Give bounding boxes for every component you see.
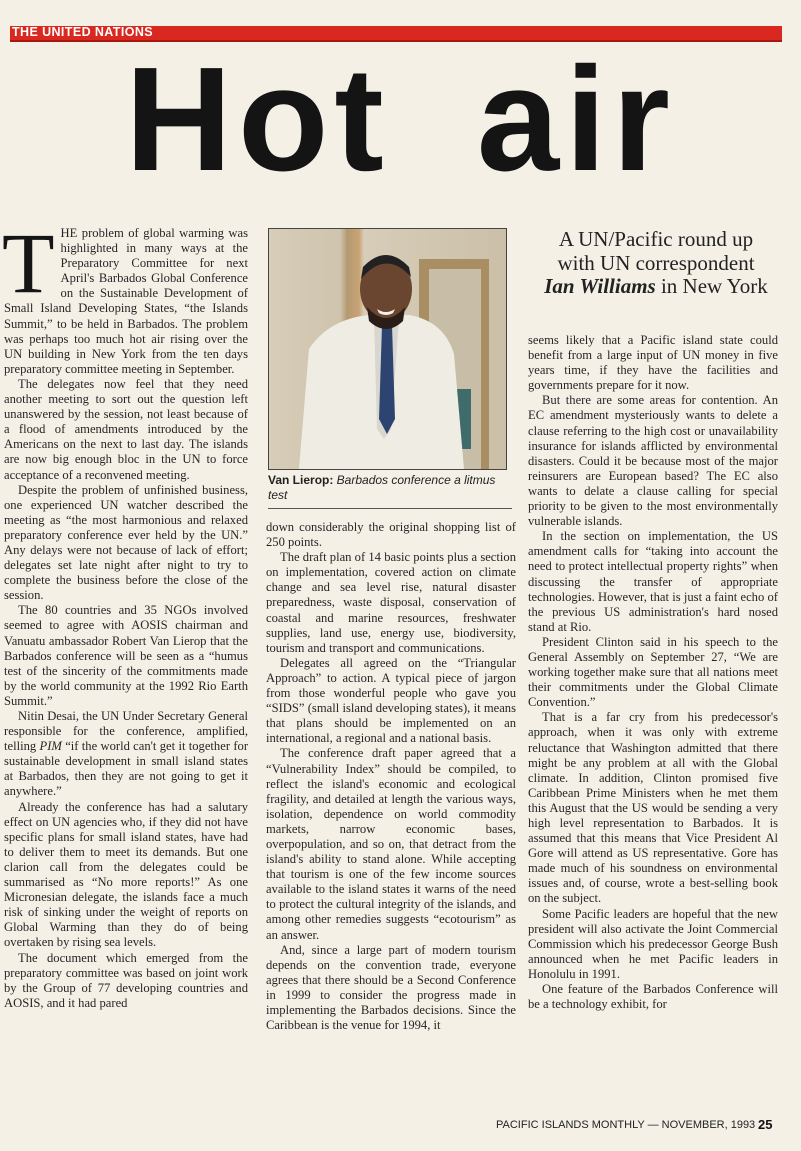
paragraph: Nitin Desai, the UN Under Secretary General responsible for the conference, amplified, telling PIM “if the world can't get it together for sustainable development in small island states at Barbados, then they are not going to get it anywhere.”	[4, 709, 249, 799]
paragraph-lead: THE problem of global warming was highlighted in many ways at the Preparatory Committee for next April's Barbados Global Conference on the Sustainable Development of Small Island Developing States, “the Islands Summit,” to be held in Barbados. The problem was perhaps too much hot air rising over the UN building in New York from the ten days preparatory committee meeting in September.	[2, 215, 248, 376]
paragraph: But there are some areas for contention. An EC amendment mysteriously wants to delete a clause referring to the high cost or unavailability insurance for islands afflicted by environmental disasters. Could it be because most of the major reinsurers are European based? The EC also wants to delate a clause calling for special priority to be given to the most environmentally vulnerable islands.	[528, 393, 778, 529]
paragraph: That is a far cry from his predecessor's approach, when it was only with extreme reluctance that Washington admitted that there might be any problem at all with the Global climate. In addition, Clinton promised five Caribbean Prime Ministers when he met them this August that the US would be sending a very high level representation to Barbados. It is assumed that this means that Vice President Al Gore will attend as US representative. Gore has made much of his soundness on environmental issues and, of course, wrote a best-selling book on the subject.	[528, 710, 778, 906]
paragraph: Despite the problem of unfinished business, one experienced UN watcher described the meeting as “the most harmonious and relaxed preparatory conference ever held by the UN.” Any delays were not because of lack of effort; delegates set late night after night to try to complete the business before the close of the session.	[4, 482, 248, 603]
paragraph: And, since a large part of modern tourism depends on the convention trade, everyone agrees that there should be a Second Conference in 1999 to consider the progress made in implementing the Barbados decisions. Since the Caribbean is the venue for 1994, it	[266, 942, 516, 1033]
photo-caption: Van Lierop: Barbados conference a litmus test	[268, 473, 512, 509]
paragraph: down considerably the original shopping list of 250 points.	[266, 520, 516, 550]
paragraph: seems likely that a Pacific island state could benefit from a large input of UN money in five years time, if they have the facilities and governments prepare for it now.	[528, 333, 778, 393]
publication-footer: PACIFIC ISLANDS MONTHLY — NOVEMBER, 1993	[496, 1119, 756, 1131]
paragraph: The conference draft paper agreed that a “Vulnerability Index” should be compiled, to reflect the island's economic and ecological fragility, and detailed at length the various ways, isolation, dependence on world commodity markets, narrow economic bases, overpopulation, and so on, that detract from the island's ability to stand alone. While accepting that tourism is one of the few income sources available to the island states it warns of the need to protect the cultural integrity of the islands, and among other remedies suggests “ecotourism” as an answer.	[266, 746, 516, 942]
paragraph: Already the conference has had a salutary effect on UN agencies who, if they did not have specific plans for small island states, have had to deliver them to meet its demands. But one clarion call from the delegates could be summarised as “No more reports!” As one Micronesian delegate, the islands face a much risk of sinking under the weight of reports on Global Warming than they do of being overtaken by rising sea levels.	[4, 799, 248, 950]
paragraph: One feature of the Barbados Conference will be a technology exhibit, for	[528, 982, 778, 1012]
paragraph: The document which emerged from the preparatory committee was based on joint work by the Group of 77 developing countries and AOSIS, and it had pared	[4, 950, 248, 1010]
article-column-3	[528, 333, 778, 1012]
author-name: Ian Williams	[544, 274, 656, 298]
drop-cap: T	[2, 215, 55, 311]
section-label: THE UNITED NATIONS	[12, 25, 153, 39]
article-column-1	[2, 215, 249, 1011]
portrait-photo	[268, 228, 507, 470]
paragraph: In the section on implementation, the US amendment calls for “taking into account the need to protect intellectual property rights” when discussing the transfer of appropriate technologies. However, that is just a faint echo of the previous US administration's hard nosed stand at Rio.	[528, 529, 778, 634]
paragraph: Some Pacific leaders are hopeful that the new president will also activate the Joint Commercial Commission which his predecessor George Bush announced when he met Pacific leaders in Honolulu in 1991.	[528, 906, 778, 981]
paragraph: Delegates all agreed on the “Triangular Approach” to action. A typical piece of jargon from those wonderful people who gave you “SIDS” (small island developing states), it means that plans should be implemented on an international, a regional and a national basis.	[266, 655, 516, 746]
paragraph: The draft plan of 14 basic points plus a section on implementation, covered action on climate change and sea level rise, natural disaster preparedness, waste disposal, conservation of coastal and marine resources, freshwater supplies, land use, energy use, biodiversity, tourism and transport and communications.	[266, 550, 516, 655]
article-column-2	[266, 520, 516, 1033]
page-number: 25	[758, 1117, 773, 1132]
article-deck: A UN/Pacific round up with UN correspondent Ian Williams in New York	[544, 227, 768, 298]
paragraph: The delegates now feel that they need another meeting to sort out the question left unanswered by the session, not least because of a flood of amendments introduced by the Americans on the next to last day. The islands are now big enough bloc in the UN to force acceptance of a reconvened meeting.	[4, 376, 248, 482]
headline: Hot air	[125, 37, 676, 202]
paragraph: President Clinton said in his speech to the General Assembly on September 27, “We are working together make sure that all nations meet their commitments under the Global Climate Convention.”	[528, 634, 778, 710]
paragraph: The 80 countries and 35 NGOs involved seemed to agree with AOSIS chairman and Vanuatu ambassador Robert Van Lierop that the Barbados conference will be seen as a “humus test of the sincerity of the commitments made by the world community at the 1992 Rio Earth Summit.”	[4, 603, 248, 708]
